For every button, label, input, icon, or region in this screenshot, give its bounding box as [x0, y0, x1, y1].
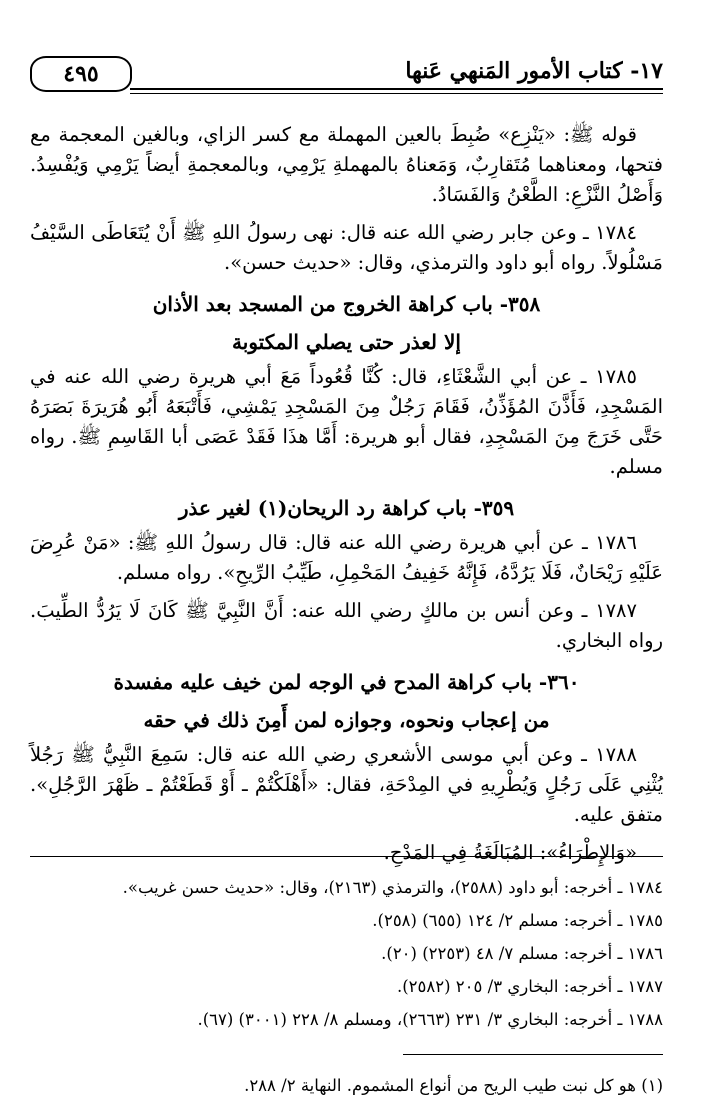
page-header	[30, 54, 663, 100]
chapter-heading-359: ٣٥٩- باب كراهة رد الريحان(١) لغير عذر	[178, 496, 515, 520]
footnote-rule-short	[403, 1054, 663, 1055]
chapter-heading-358-subtitle: إلا لعذر حتى يصلي المكتوبة	[232, 330, 461, 354]
footnote-item: ١٧٨٧ ـ أخرجه: البخاري ٣/ ٢٠٥ (٢٥٨٢).	[396, 977, 663, 996]
header-rule-thin	[130, 93, 663, 94]
footnote-item: ١٧٨٤ ـ أخرجه: أبو داود (٢٥٨٨)، والترمذي (٢١٦٣)، وقال: «حديث حسن غريب».	[122, 878, 663, 897]
footnote-item: ١٧٨٦ ـ أخرجه: مسلم ٧/ ٤٨ (٢٢٥٣) (٢٠).	[381, 944, 663, 963]
chapter-heading-360-subtitle: من إعجاب ونحوه، وجوازه لمن أَمِنَ ذلك في حقه	[143, 708, 550, 732]
hadith-1784	[30, 218, 663, 278]
chapter-heading-360: ٣٦٠- باب كراهة المدح في الوجه لمن خيف عليه مفسدة	[113, 670, 580, 694]
footnote-item: ١٧٨٥ ـ أخرجه: مسلم ٢/ ١٢٤ (٦٥٥) (٢٥٨).	[372, 911, 663, 930]
hadith-1786	[30, 528, 663, 588]
paragraph-text: «وَالإِطْرَاءُ»: المُبَالَغَةُ فِي المَدْحِ.	[383, 841, 637, 864]
chapter-heading-358: ٣٥٨- باب كراهة الخروج من المسجد بعد الأذان	[152, 292, 541, 316]
footnote-rule	[30, 856, 663, 857]
chapter-title: ١٧- كتاب الأمور المَنهي عَنها	[405, 58, 663, 84]
footnote-item: ١٧٨٨ ـ أخرجه: البخاري ٣/ ٢٣١ (٢٦٦٣)، ومسلم ٨/ ٢٢٨ (٣٠٠١) (٦٧).	[197, 1010, 663, 1029]
hadith-1787	[30, 596, 663, 656]
paragraph-text: ١٧٨٦ ـ عن أبي هريرة رضي الله عنه قال: قال رسولُ اللهِ ﷺ: «مَنْ عُرِضَ عَلَيْهِ رَيْحَانٌ، فَلَا يَرُدَّهُ، فَإِنَّهُ خَفِيفُ المَحْمِلِ، طَيِّبُ الرِّيحِ». رواه مسلم.	[30, 531, 663, 584]
paragraph-text: ١٧٨٤ ـ وعن جابر رضي الله عنه قال: نهى رسولُ اللهِ ﷺ أَنْ يُتَعَاطَى السَّيْفُ مَسْلُولاً. رواه أبو داود والترمذي، وقال: «حديث حسن».	[30, 221, 663, 274]
hadith-1788	[30, 740, 663, 830]
footnotes	[30, 856, 663, 1102]
paragraph-text: ١٧٨٧ ـ وعن أنس بن مالكٍ رضي الله عنه: أَنَّ النَّبِيَّ ﷺ كَانَ لَا يَرُدُّ الطِّيبَ. رواه البخاري.	[30, 599, 663, 652]
footnote-note: (١) هو كل نبت طيب الريح من أنواع المشموم. النهاية ٢/ ٢٨٨.	[244, 1076, 663, 1095]
paragraph-text: ١٧٨٥ ـ عن أبي الشَّعْثَاءِ، قال: كُنَّا قُعُوداً مَعَ أبي هريرة رضي الله عنه في المَسْجِدِ، فَأَذَّنَ المُؤَذِّنُ، فَقَامَ رَجُلٌ مِنَ المَسْجِدِ يَمْشِي، فَأَتْبَعَهُ أَبُو هُرَيرَةَ بَصَرَهُ حَتَّى خَرَجَ مِنَ المَسْجِدِ، فقال أبو هريرة: أَمَّا هذَا فَقَدْ عَصَى أبا القَاسِمِ ﷺ. رواه مسلم.	[30, 365, 663, 478]
page-number: ٤٩٥	[30, 56, 132, 92]
paragraph-text: ١٧٨٨ ـ وعن أبي موسى الأشعري رضي الله عنه قال: سَمِعَ النَّبِيُّ ﷺ رَجُلاً يُثْنِي عَلَى رَجُلٍ وَيُطْرِيهِ في المِدْحَةِ، فقال: «أَهْلَكْتُمْ ـ أَوْ قَطَعْتُمْ ـ ظَهْرَ الرَّجُلِ». متفق عليه.	[30, 743, 663, 826]
main-text	[30, 120, 663, 876]
commentary-paragraph	[30, 120, 663, 210]
hadith-1785	[30, 362, 663, 482]
paragraph-text: قوله ﷺ: «يَنْزِع» ضُبِطَ بالعين المهملة مع كسر الزاي، وبالغين المعجمة مع فتحها، ومعناهما مُتَقارِبٌ، وَمَعناهُ بالمهملةِ يَرْمِي، وبالمعجمةِ أيضاً يَرْمِي وَيُفْسِدُ. وَأَصْلُ النَّزْعِ: الطَّعْنُ وَالفَسَادُ.	[30, 123, 663, 206]
header-rule	[130, 88, 663, 90]
